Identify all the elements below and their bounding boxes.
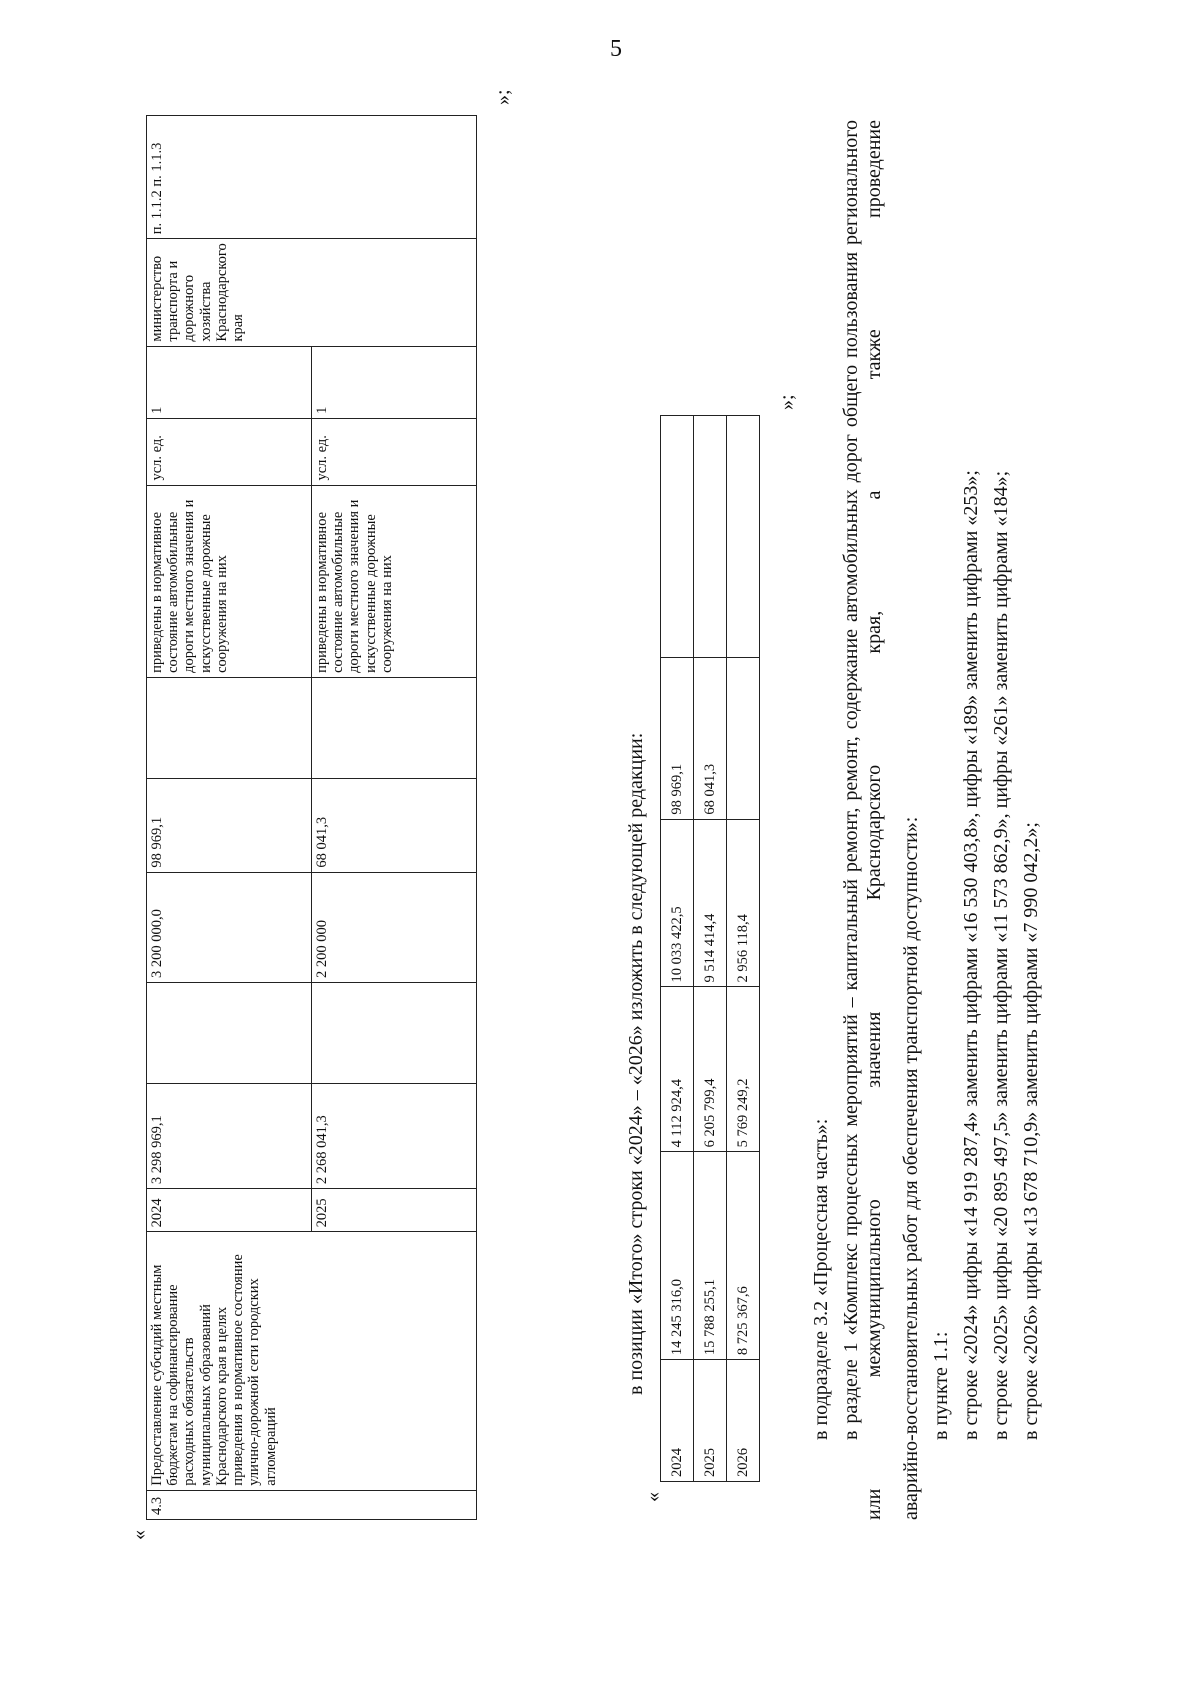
quote-open: «	[642, 1492, 664, 1502]
year-cell: 2025	[694, 1360, 727, 1482]
rotated-content	[40, 50, 1140, 1650]
federal-cell	[147, 982, 312, 1083]
value-cell: 1	[312, 346, 477, 418]
federal-cell: 5 769 249,2	[727, 987, 760, 1152]
total-cell: 15 788 255,1	[694, 1152, 727, 1360]
table-row	[147, 116, 312, 1520]
result-cell: приведены в нормативное состояние автомобильные дороги местного значения и искусственные дорожные сооружения на них	[147, 485, 312, 677]
paragraph-row-2025: в строке «2025» цифры «20 895 497,5» заменить цифрами «11 573 862,9», цифры «261» заменить цифрами «184»;	[990, 470, 1012, 1440]
quote-close: »;	[492, 89, 514, 105]
reference-cell: п. 1.1.2 п. 1.1.3	[147, 116, 477, 239]
table-row	[694, 416, 727, 1482]
other-cell	[312, 677, 477, 778]
other-cell	[694, 416, 727, 658]
total-cell: 8 725 367,6	[727, 1152, 760, 1360]
paragraph-row-2026: в строке «2026» цифры «13 678 710,9» заменить цифрами «7 990 042,2»;	[1020, 822, 1042, 1440]
itogo-intro: в позиции «Итого» строки «2024» – «2026» изложить в следующей редакции:	[625, 732, 647, 1395]
total-cell: 14 245 316,0	[661, 1152, 694, 1360]
unit-cell: усл. ед.	[147, 418, 312, 485]
paragraph-subsection: в подразделе 3.2 «Процессная часть»:	[810, 1118, 832, 1440]
federal-cell: 6 205 799,4	[694, 987, 727, 1152]
page-number: 5	[610, 36, 622, 62]
municipal-cell: 98 969,1	[661, 657, 694, 819]
unit-cell: усл. ед.	[312, 418, 477, 485]
federal-cell: 4 112 924,4	[661, 987, 694, 1152]
municipal-cell: 98 969,1	[147, 778, 312, 872]
regional-cell: 2 956 118,4	[727, 819, 760, 987]
measure-name: Предоставление субсидий местным бюджетам на софинансирование расходных обязательств муниципальных образований Краснодарского края в целях приведения в нормативное состояние улично-дорожной сети городских агломераций	[147, 1232, 477, 1490]
municipal-cell: 68 041,3	[312, 778, 477, 872]
total-cell: 2 268 041,3	[312, 1084, 477, 1189]
regional-cell: 9 514 414,4	[694, 819, 727, 987]
paragraph-item: в пункте 1.1:	[930, 1331, 952, 1440]
totals-table	[660, 415, 760, 1482]
year-cell: 2026	[727, 1360, 760, 1482]
regional-cell: 2 200 000	[312, 872, 477, 982]
total-cell: 3 298 969,1	[147, 1084, 312, 1189]
regional-cell: 10 033 422,5	[661, 819, 694, 987]
executor-cell: министерство транспорта и дорожного хозяйства Краснодарского края	[147, 239, 477, 346]
other-cell	[147, 677, 312, 778]
municipal-cell	[727, 657, 760, 819]
paragraph-row-2024: в строке «2024» цифры «14 919 287,4» заменить цифрами «16 530 403,8», цифры «189» заменить цифрами «253»;	[960, 470, 982, 1440]
quote-close: »;	[776, 394, 798, 410]
table-row	[661, 416, 694, 1482]
other-cell	[727, 416, 760, 658]
result-cell: приведены в нормативное состояние автомобильные дороги местного значения и искусственные дорожные сооружения на них	[312, 485, 477, 677]
paragraph-section-end: аварийно-восстановительных работ для обеспечения транспортной доступности»:	[900, 816, 922, 1520]
paragraph-section: в разделе 1 «Комплекс процессных мероприятий – капитальный ремонт, ремонт, содержание автомобильных дорог общего пользования регионального или межмуниципального значения Краснодарского края, а также проведение	[840, 120, 885, 1520]
federal-cell	[312, 982, 477, 1083]
row-number: 4.3	[147, 1490, 477, 1519]
quote-open: «	[128, 1530, 150, 1540]
regional-cell: 3 200 000,0	[147, 872, 312, 982]
year-cell: 2025	[312, 1189, 477, 1232]
subsidy-table	[146, 115, 477, 1520]
value-cell: 1	[147, 346, 312, 418]
other-cell	[661, 416, 694, 658]
municipal-cell: 68 041,3	[694, 657, 727, 819]
year-cell: 2024	[661, 1360, 694, 1482]
table-row	[727, 416, 760, 1482]
year-cell: 2024	[147, 1189, 312, 1232]
